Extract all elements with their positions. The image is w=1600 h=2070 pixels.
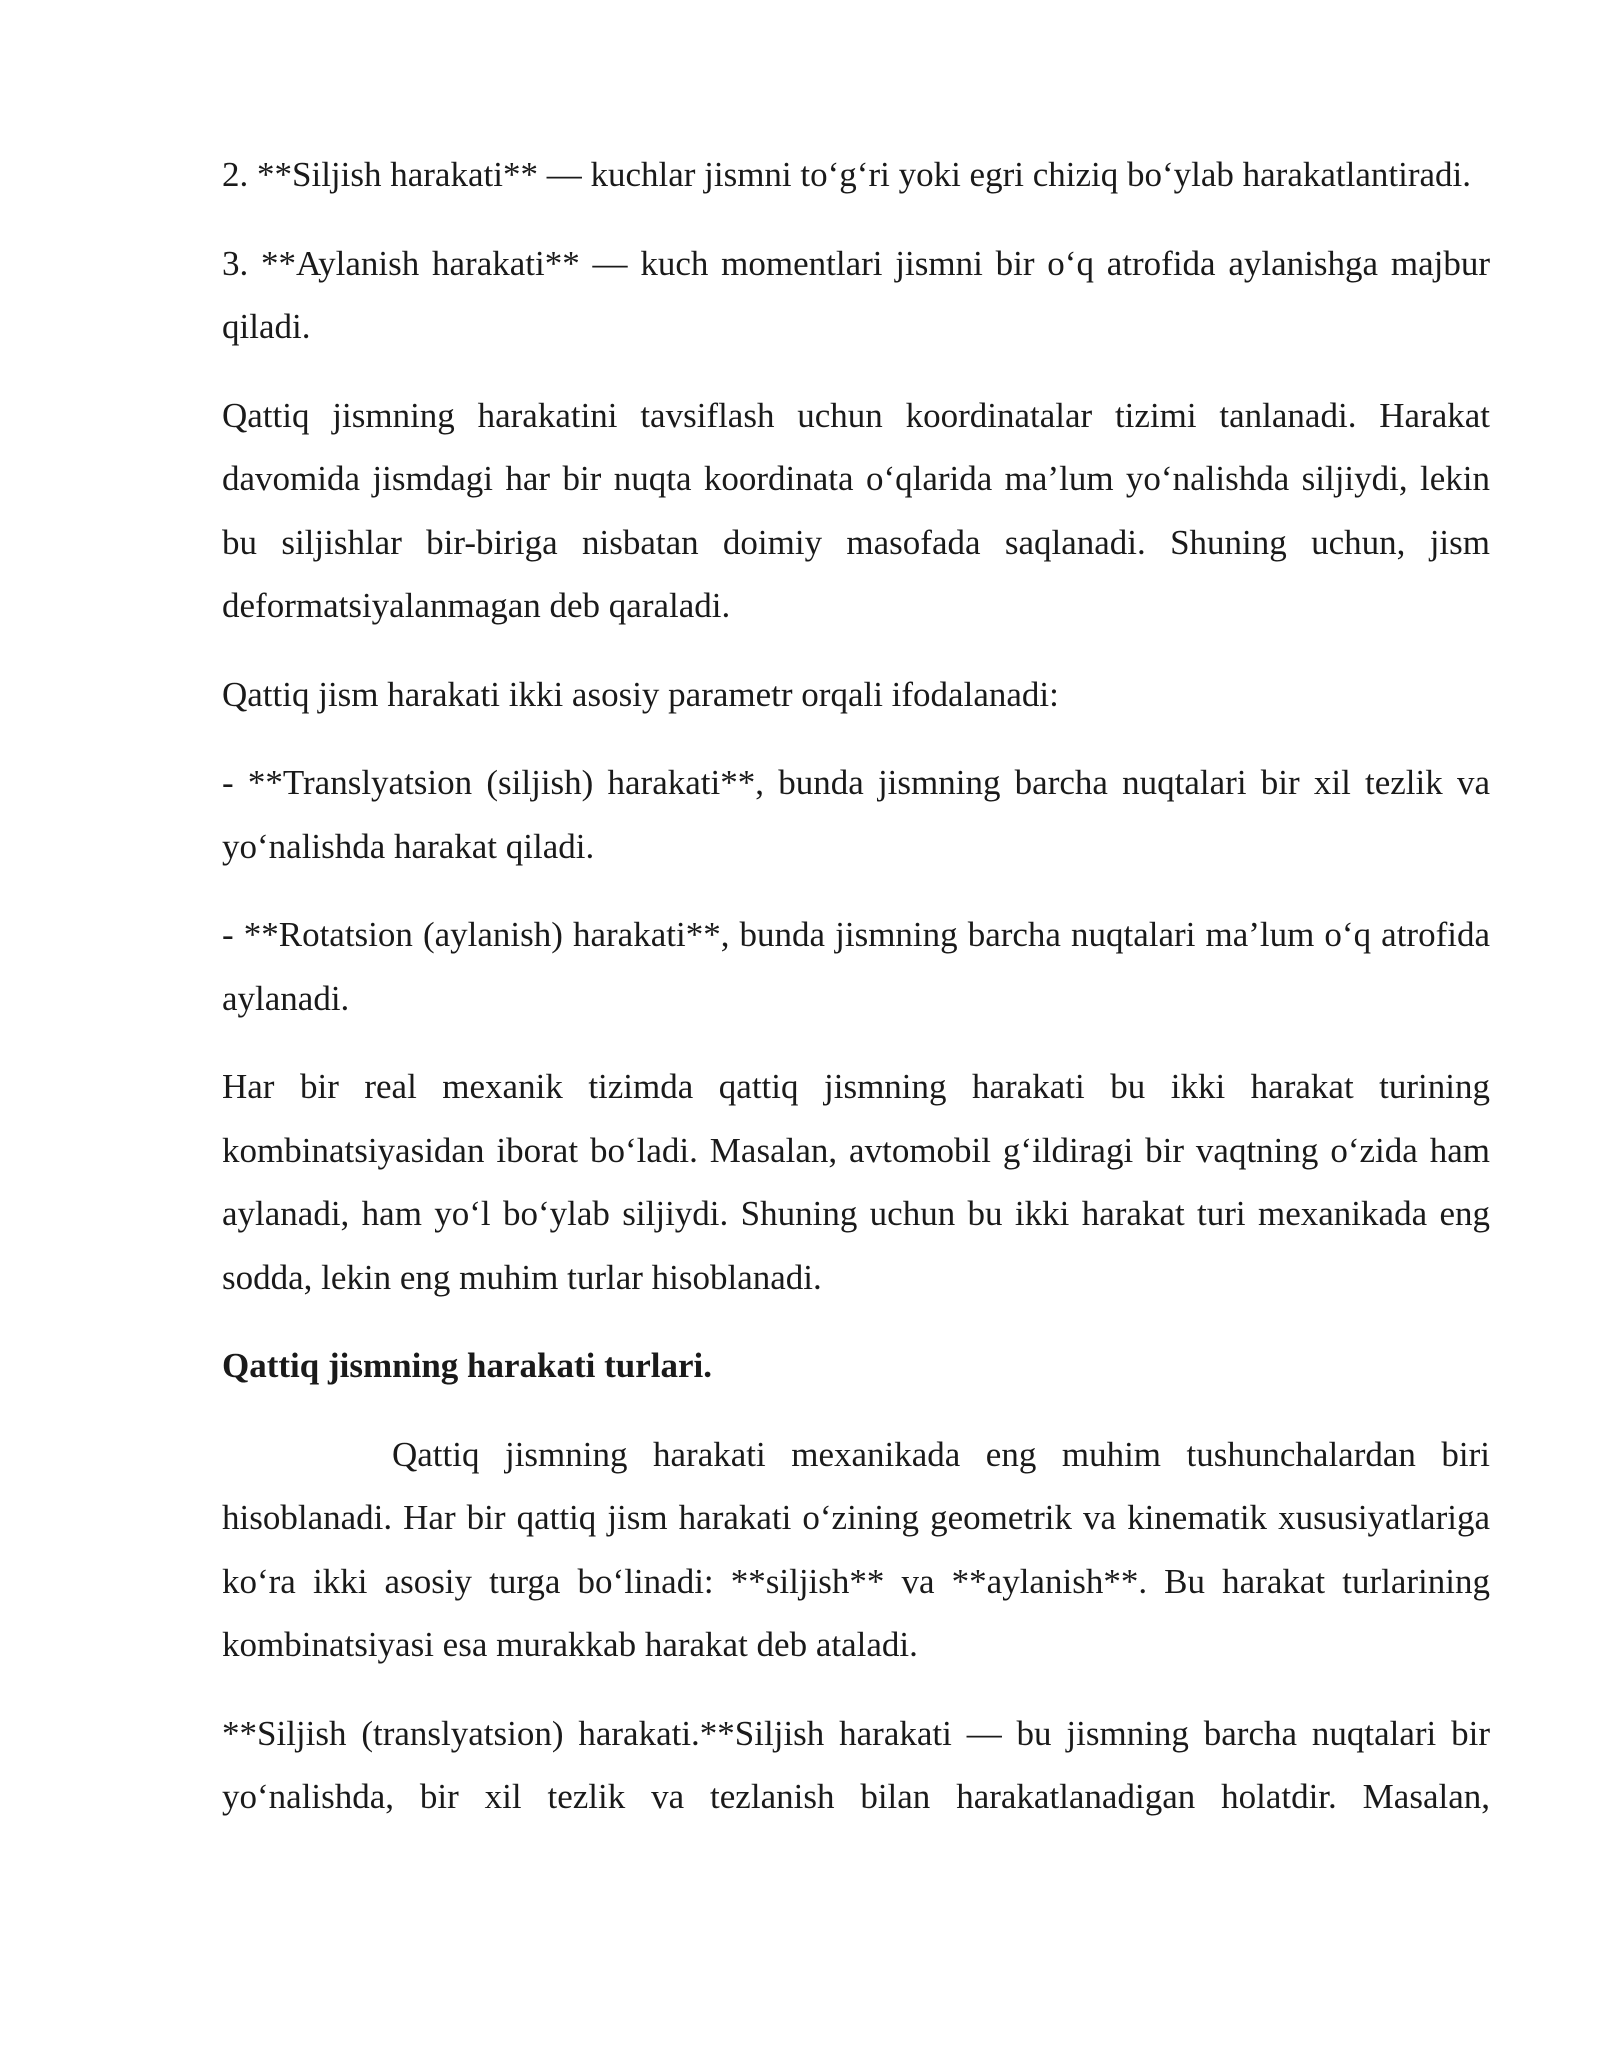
paragraph-coordinate-system: Qattiq jismning harakatini tavsiflash uchun koordinatalar tizimi tanlanadi. Harakat davomida jismdagi har bir nuqta koordinata o‘qlarida ma’lum yo‘nalishda siljiydi, lekin bu siljishlar bir-biriga nisbatan doimiy masofada saqlanadi. Shuning uchun, jism deformatsiyalanmagan deb qaraladi.: [222, 395, 1490, 625]
paragraph-translational-item: - **Translyatsion (siljish) harakati**, bunda jismning barcha nuqtalari bir xil tezlik va yo‘nalishda harakat qiladi.: [222, 763, 1490, 866]
paragraph-rotational-item: - **Rotatsion (aylanish) harakati**, bunda jismning barcha nuqtalari ma’lum o‘q atrofida aylanadi.: [222, 915, 1490, 1018]
paragraph-list-item-3: 3. **Aylanish harakati** — kuch momentlari jismni bir o‘q atrofida aylanishga majbur qiladi.: [222, 243, 1490, 346]
document-body: [222, 143, 1490, 1854]
paragraph-section-intro: Qattiq jismning harakati mexanikada eng muhim tushunchalardan biri hisoblanadi. Har bir qattiq jism harakati o‘zining geometrik va kinematik xususiyatlariga ko‘ra ikki asosiy turga bo‘linadi: **siljish** va **aylanish**. Bu harakat turlarining kombinatsiyasi esa murakkab harakat deb ataladi.: [222, 1434, 1490, 1664]
paragraph-parameters-intro: Qattiq jism harakati ikki asosiy parametr orqali ifodalanadi:: [222, 674, 1059, 714]
paragraph-translational-definition: **Siljish (translyatsion) harakati.**Siljish harakati — bu jismning barcha nuqtalari bir yo‘nalishda, bir xil tezlik va tezlanish bilan harakatlanadigan holatdir. Masalan,: [222, 1713, 1490, 1816]
paragraph-list-item-2: 2. **Siljish harakati** — kuchlar jismni to‘g‘ri yoki egri chiziq bo‘ylab harakatlantiradi.: [222, 155, 1471, 194]
section-heading: Qattiq jismning harakati turlari.: [222, 1346, 713, 1385]
paragraph-combination: Har bir real mexanik tizimda qattiq jismning harakati bu ikki harakat turining kombinatsiyasidan iborat bo‘ladi. Masalan, avtomobil g‘ildiragi bir vaqtning o‘zida ham aylanadi, ham yo‘l bo‘ylab siljiydi. Shuning uchun bu ikki harakat turi mexanikada eng sodda, lekin eng muhim turlar hisoblanadi.: [222, 1067, 1490, 1297]
